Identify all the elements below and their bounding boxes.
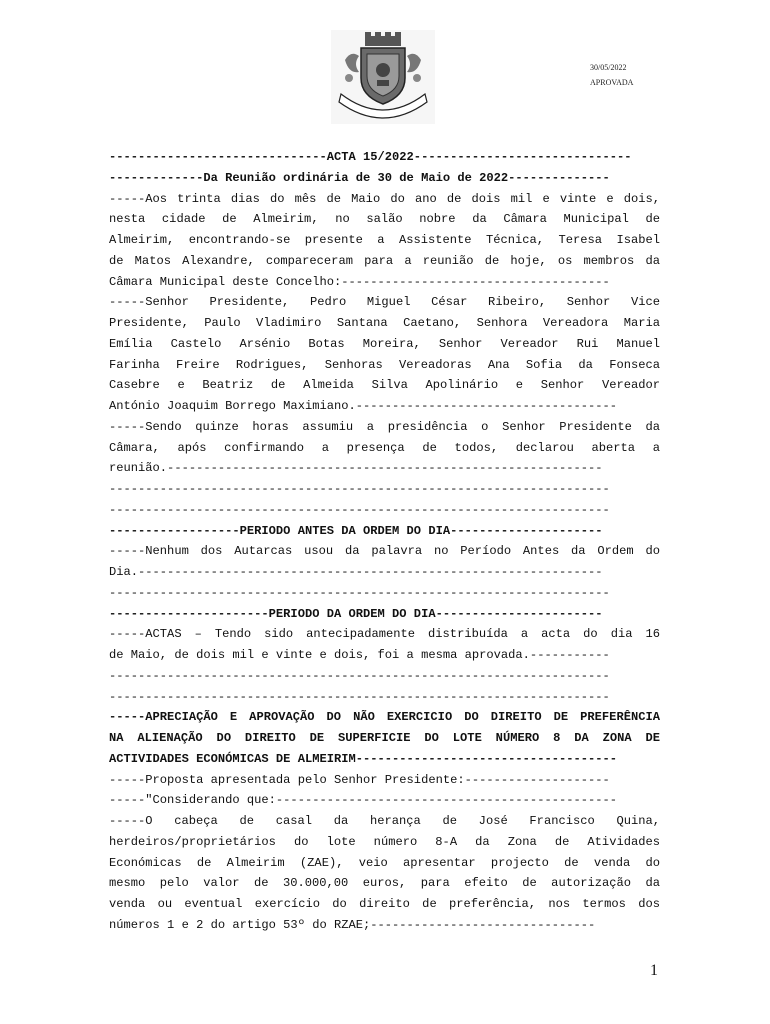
text-line: -----Sendo quinze horas assumiu a presidência o Senhor Presidente da — [109, 419, 660, 434]
text-line: -----Proposta apresentada pelo Senhor Presidente:-------------------- — [109, 772, 610, 787]
text-line: -----Aos trinta dias do mês de Maio do ano de dois mil e vinte e dois, — [109, 191, 660, 206]
text-line: nesta cidade de Almeirim, no salão nobre da Câmara Municipal de — [109, 212, 660, 227]
text-line: números 1 e 2 do artigo 53º do RZAE;------------------------------- — [109, 917, 596, 932]
text-line: Farinha Freire Rodrigues, Senhoras Vereadoras Ana Sofia da Fonseca — [109, 357, 660, 372]
approval-stamp — [590, 60, 633, 90]
text-line: Presidente, Paulo Vladimiro Santana Caetano, Senhora Vereadora Maria — [109, 316, 660, 330]
text-line: Almeirim, encontrando-se presente a Assistente Técnica, Teresa Isabel — [109, 233, 660, 247]
text-line: Câmara, após confirmando a presença de todos, declarou aberta a — [109, 440, 660, 455]
text-line: de Maio, de dois mil e vinte e dois, foi a mesma aprovada.----------- — [109, 648, 610, 662]
meeting-subtitle: -------------Da Reunião ordinária de 30 de Maio de 2022-------------- — [109, 170, 610, 185]
text-line: -----"Considerando que:----------------------------------------------- — [109, 793, 618, 808]
text-line: -----O cabeça de casal da herança de José Francisco Quina, — [109, 814, 660, 828]
approval-date: 30/05/2022 — [590, 63, 627, 72]
text-line: de Matos Alexandre, compareceram para a reunião de hoje, os membros da — [109, 253, 660, 268]
text-line: herdeiros/proprietários do lote número 8-A da Zona de Atividades — [109, 834, 660, 849]
page-number: 1 — [650, 962, 658, 979]
dash-filler-line: --------------------------------------------------------------------- — [109, 482, 610, 496]
text-line: venda ou eventual exercício do direito de preferência, nos termos dos — [109, 897, 660, 911]
text-line: -----ACTAS – Tendo sido antecipadamente distribuída a acta do dia 16 — [109, 627, 660, 642]
section-heading-before-agenda: ------------------PERIODO ANTES DA ORDEM DO DIA--------------------- — [109, 523, 603, 538]
coat-of-arms-seal — [331, 30, 435, 124]
text-line: mesmo pelo valor de 30.000,00 euros, para efeito de autorização da — [109, 876, 660, 891]
text-line: Casebre e Beatriz de Almeida Silva Apolinário e Senhor Vereador — [109, 378, 660, 393]
text-line: Emília Castelo Arsénio Botas Moreira, Senhor Vereador Rui Manuel — [109, 336, 660, 351]
text-line: Dia.---------------------------------------------------------------- — [109, 565, 603, 579]
dash-filler-line: --------------------------------------------------------------------- — [109, 585, 610, 600]
item-heading: ACTIVIDADES ECONÓMICAS DE ALMEIRIM------------------------------------ — [109, 751, 618, 766]
dash-filler-line: --------------------------------------------------------------------- — [109, 502, 610, 517]
text-line: Câmara Municipal deste Concelho:------------------------------------- — [109, 274, 610, 289]
dash-filler-line: --------------------------------------------------------------------- — [109, 668, 610, 683]
item-heading: NA ALIENAÇÃO DO DIREITO DE SUPERFICIE DO LOTE NÚMERO 8 DA ZONA DE — [109, 731, 660, 745]
text-line: -----Nenhum dos Autarcas usou da palavra no Período Antes da Ordem do — [109, 544, 660, 559]
dash-filler-line: --------------------------------------------------------------------- — [109, 689, 610, 704]
text-line: -----Senhor Presidente, Pedro Miguel César Ribeiro, Senhor Vice — [109, 295, 660, 310]
text-line: reunião.------------------------------------------------------------ — [109, 461, 603, 476]
minutes-title: ------------------------------ACTA 15/2022------------------------------ — [109, 150, 632, 164]
item-heading: -----APRECIAÇÃO E APROVAÇÃO DO NÃO EXERCICIO DO DIREITO DE PREFERÊNCIA — [109, 710, 660, 725]
minutes-body — [109, 147, 660, 936]
text-line: António Joaquim Borrego Maximiano.------------------------------------ — [109, 399, 618, 413]
approval-status: APROVADA — [590, 78, 634, 87]
section-heading-agenda: ----------------------PERIODO DA ORDEM DO DIA----------------------- — [109, 606, 603, 621]
text-line: Económicas de Almeirim (ZAE), veio apresentar projecto de venda do — [109, 855, 660, 870]
